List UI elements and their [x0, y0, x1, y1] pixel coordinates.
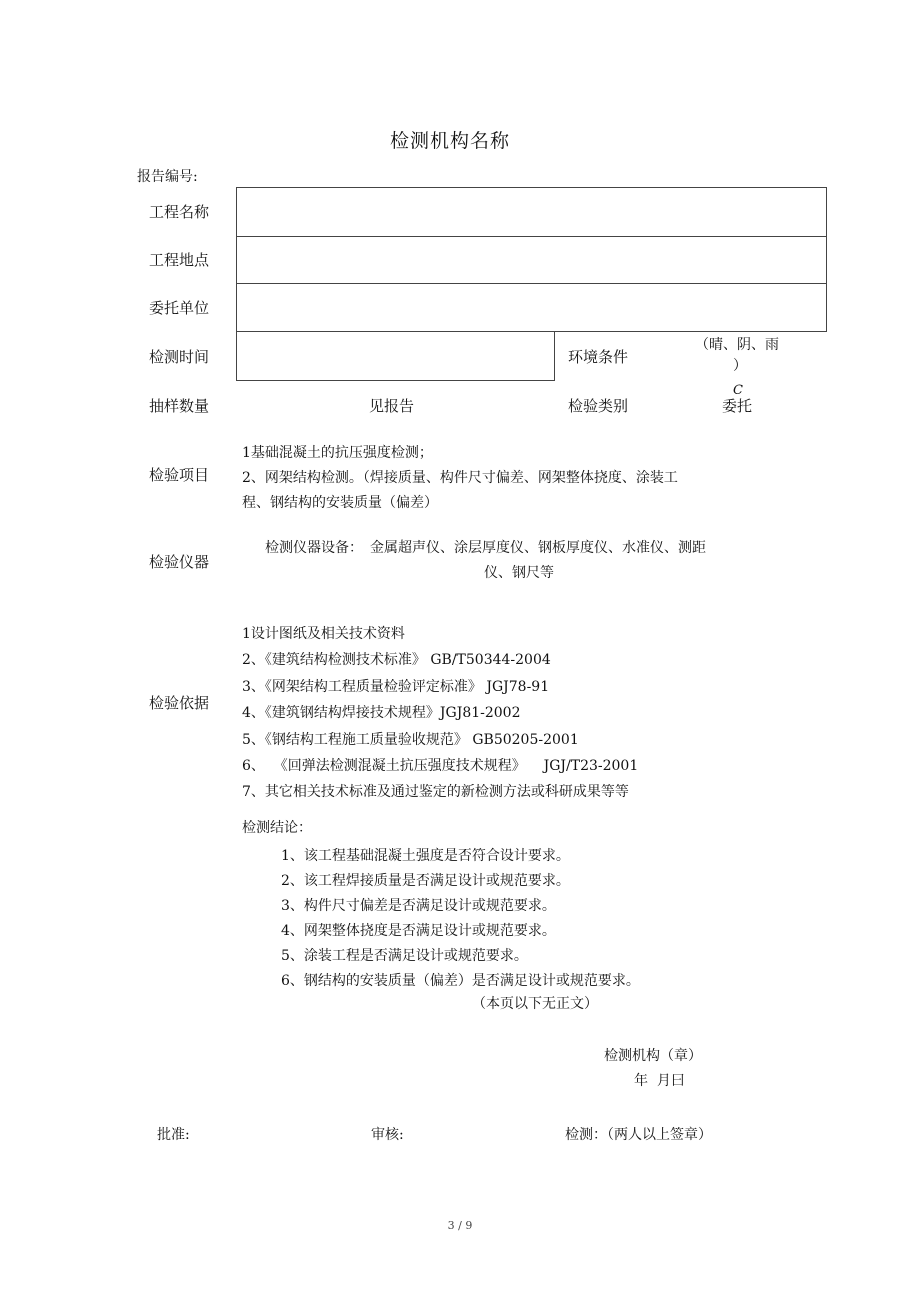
row-divider — [236, 236, 827, 237]
approve-label: 批准: — [157, 1127, 190, 1143]
conclusion-line: 6、钢结构的安装质量（偏差）是否满足设计或规范要求。 — [281, 973, 640, 989]
conclusion-line: 3、构件尺寸偏差是否满足设计或规范要求。 — [281, 898, 556, 914]
instruments-line: 仪、钢尺等 — [484, 565, 554, 581]
test-item-line: 2、网架结构检测。（焊接质量、构件尺寸偏差、网架整体挠度、涂装工 — [242, 470, 678, 486]
instruments-label: 检验仪器 — [149, 553, 210, 571]
basis-line: 6、 《回弹法检测混凝土抗压强度技术规程》 JGJ/T23-2001 — [242, 758, 639, 774]
document-title: 检测机构名称 — [389, 130, 510, 152]
test-items-label: 检验项目 — [149, 466, 210, 484]
project-name-label: 工程名称 — [149, 203, 210, 221]
basis-line: 4、《建筑钢结构焊接技术规程》JGJ81-2002 — [242, 705, 521, 721]
environment-value-close: ） — [733, 358, 747, 374]
environment-label: 环境条件 — [568, 348, 629, 366]
test-item-line: 1基础混凝土的抗压强度检测； — [242, 445, 433, 461]
seal-date: 年 月曰 — [634, 1073, 685, 1089]
test-type-value: 委托 — [722, 397, 753, 415]
basis-line: 2、《建筑结构检测技术标准》 GB/T50344-2004 — [242, 652, 551, 668]
seal-org: 检测机构（章） — [604, 1048, 702, 1064]
conclusion-line: 2、该工程焊接质量是否满足设计或规范要求。 — [281, 873, 570, 889]
conclusion-line: 4、网架整体挠度是否满足设计或规范要求。 — [281, 923, 556, 939]
basis-line: 1设计图纸及相关技术资料 — [242, 626, 405, 642]
project-site-label: 工程地点 — [149, 251, 210, 269]
sample-qty-value: 见报告 — [369, 397, 415, 415]
test-time-label: 检测时间 — [149, 348, 210, 366]
c-mark: C — [733, 383, 743, 398]
environment-value: （晴、阴、雨 — [695, 337, 779, 353]
review-label: 审核: — [371, 1127, 404, 1143]
conclusion-line: 5、涂装工程是否满足设计或规范要求。 — [281, 948, 528, 964]
end-of-text-note: （本页以下无正文） — [472, 996, 598, 1012]
instruments-line: 检测仪器设备： 金属超声仪、涂层厚度仪、钢板厚度仪、水准仪、测距 — [265, 540, 706, 556]
conclusion-line: 1、该工程基础混凝土强度是否符合设计要求。 — [281, 848, 570, 864]
test-item-line: 程、钢结构的安装质量（偏差） — [242, 495, 438, 511]
test-signature-label: 检测：（两人以上签章） — [565, 1127, 712, 1143]
basis-line: 7、其它相关技术标准及通过鉴定的新检测方法或科研成果等等 — [242, 784, 629, 800]
basis-label: 检验依据 — [149, 694, 210, 712]
basis-line: 3、《网架结构工程质量检验评定标准》 JGJ78-91 — [242, 679, 550, 695]
client-label: 委托单位 — [149, 299, 210, 317]
report-number-label: 报告编号: — [137, 169, 198, 185]
client-box — [236, 283, 827, 332]
test-time-box — [236, 331, 555, 381]
sample-qty-label: 抽样数量 — [149, 397, 210, 415]
basis-line: 5、《钢结构工程施工质量验收规范》 GB50205-2001 — [242, 732, 579, 748]
test-type-label: 检验类别 — [568, 397, 629, 415]
page-number: 3 / 9 — [447, 1219, 473, 1232]
conclusion-label: 检测结论： — [242, 820, 312, 836]
